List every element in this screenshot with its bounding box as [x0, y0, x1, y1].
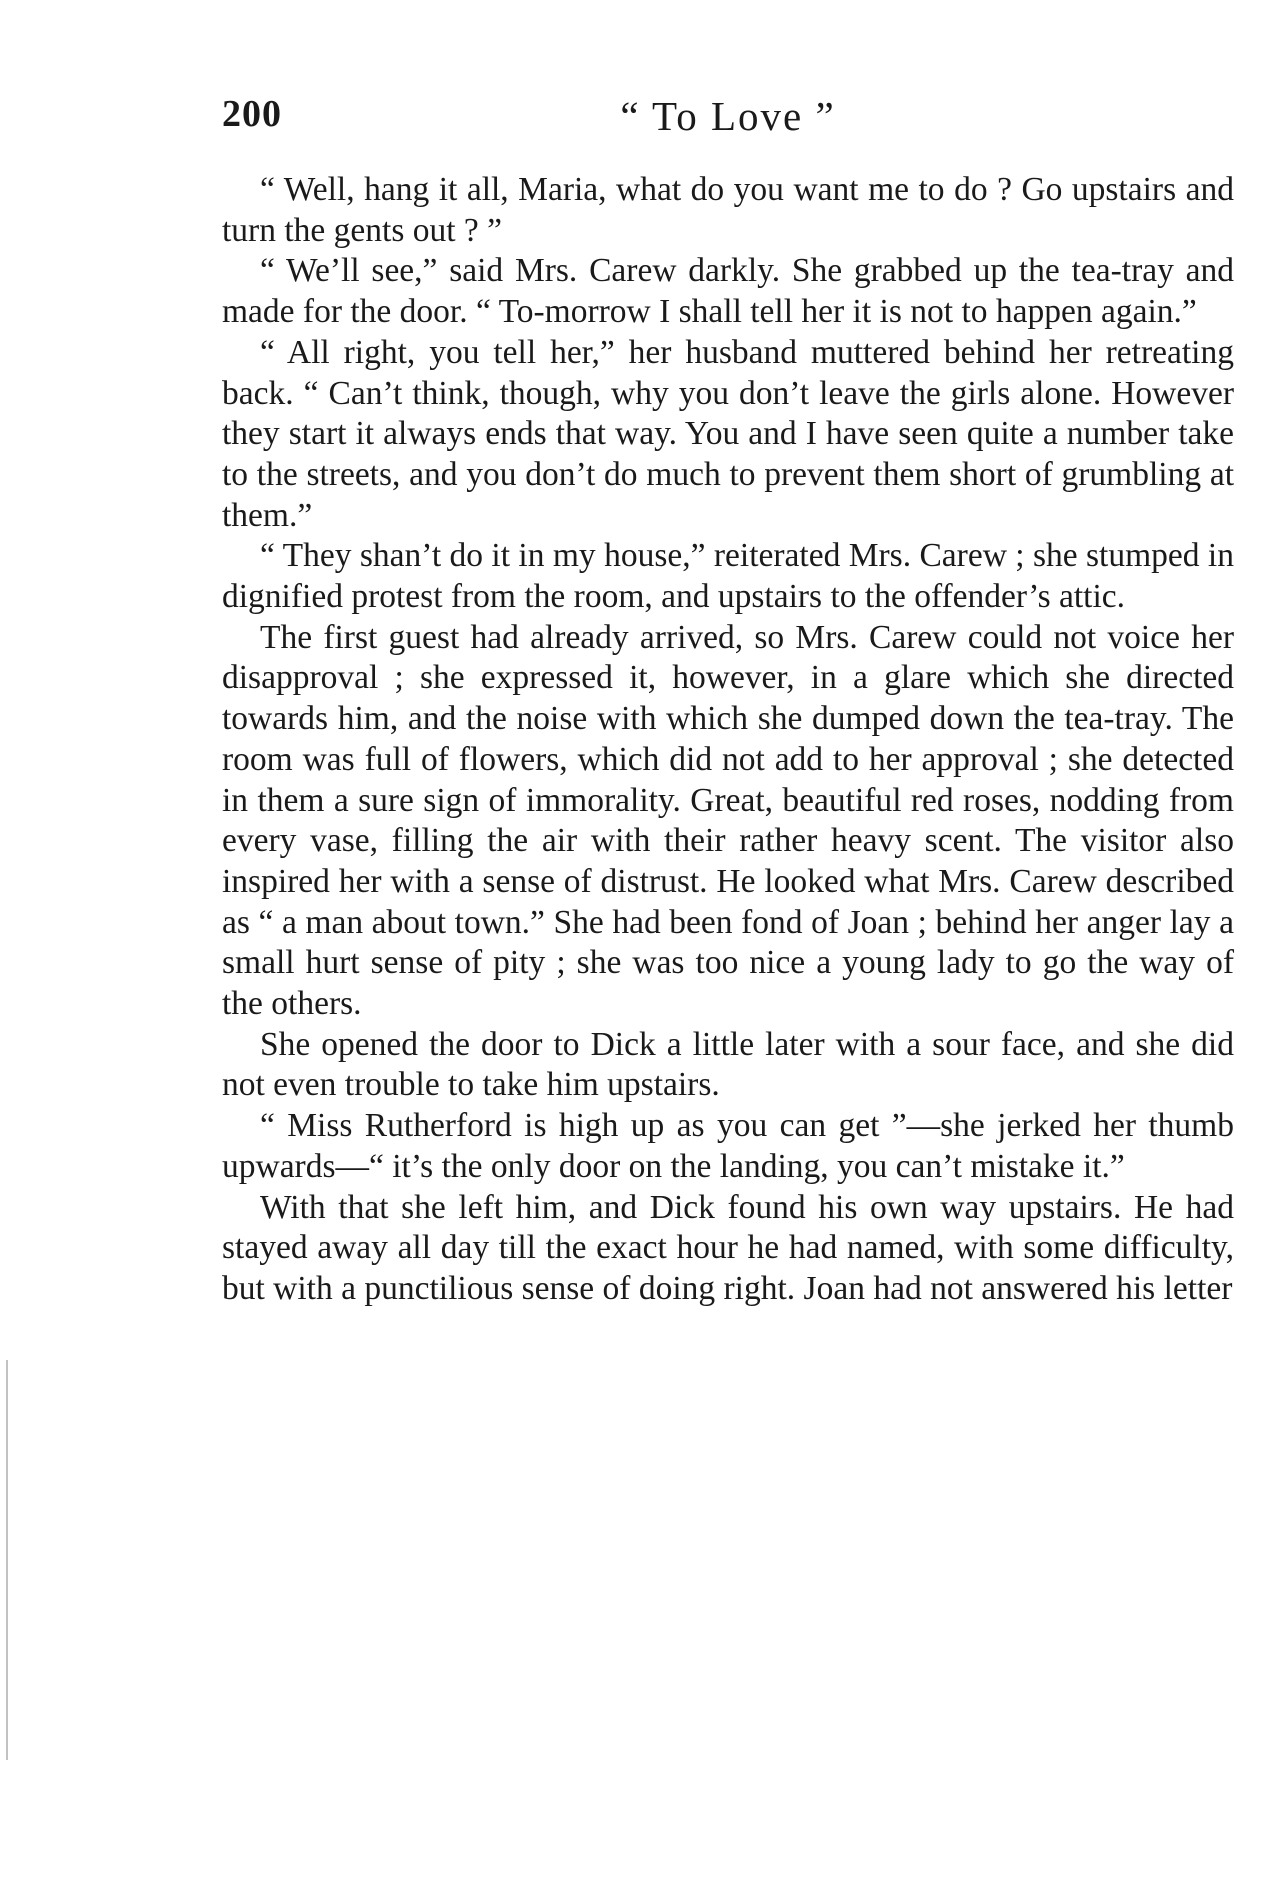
paragraph: With that she left him, and Dick found his own way upstairs. He had stayed away all day till the exact hour he had named, with some difficulty, but with a punctilious sense of doing right. Joan had not answered his letter — [222, 1188, 1234, 1307]
paragraph: “ They shan’t do it in my house,” reiterated Mrs. Carew ; she stumped in dignified protest from the room, and upstairs to the offender’s attic. — [222, 537, 1234, 616]
paragraph: “ We’ll see,” said Mrs. Carew darkly. She grabbed up the tea-tray and made for the door. “ To-morrow I shall tell her it is not to happen again.” — [222, 252, 1234, 331]
paragraph: “ All right, you tell her,” her husband muttered behind her retreating back. “ Can’t think, though, why you don’t leave the girls alone. However they start it always ends that way. You and I have seen quite a number take to the streets, and you don’t do much to prevent them short of grumbling at them.” — [222, 333, 1234, 534]
paragraph: “ Well, hang it all, Maria, what do you want me to do ? Go upstairs and turn the gents out ? ” — [222, 171, 1234, 249]
page-number: 200 — [222, 93, 282, 135]
paragraph: She opened the door to Dick a little later with a sour face, and she did not even trouble to take him upstairs. — [222, 1025, 1234, 1104]
paragraph: “ Miss Rutherford is high up as you can get ”—she jerked her thumb upwards—“ it’s the only door on the landing, you can’t mistake it.” — [222, 1107, 1234, 1185]
body-text — [222, 170, 1234, 1310]
running-title: “ To Love ” — [620, 93, 836, 139]
scan-margin-line — [6, 1360, 8, 1760]
paragraph: The first guest had already arrived, so Mrs. Carew could not voice her disapproval ; she expressed it, however, in a glare which she directed towards him, and the noise with which she dumped down the tea-tray. The room was full of flowers, which did not add to her approval ; she detected in them a sure sign of immorality. Great, beautiful red roses, nodding from every vase, filling the air with their rather heavy scent. The visitor also inspired her with a sense of distrust. He looked what Mrs. Carew described as “ a man about town.” She had been fond of Joan ; behind her anger lay a small hurt sense of pity ; she was too nice a young lady to go the way of the others. — [222, 618, 1234, 1023]
page-header — [222, 92, 1234, 152]
